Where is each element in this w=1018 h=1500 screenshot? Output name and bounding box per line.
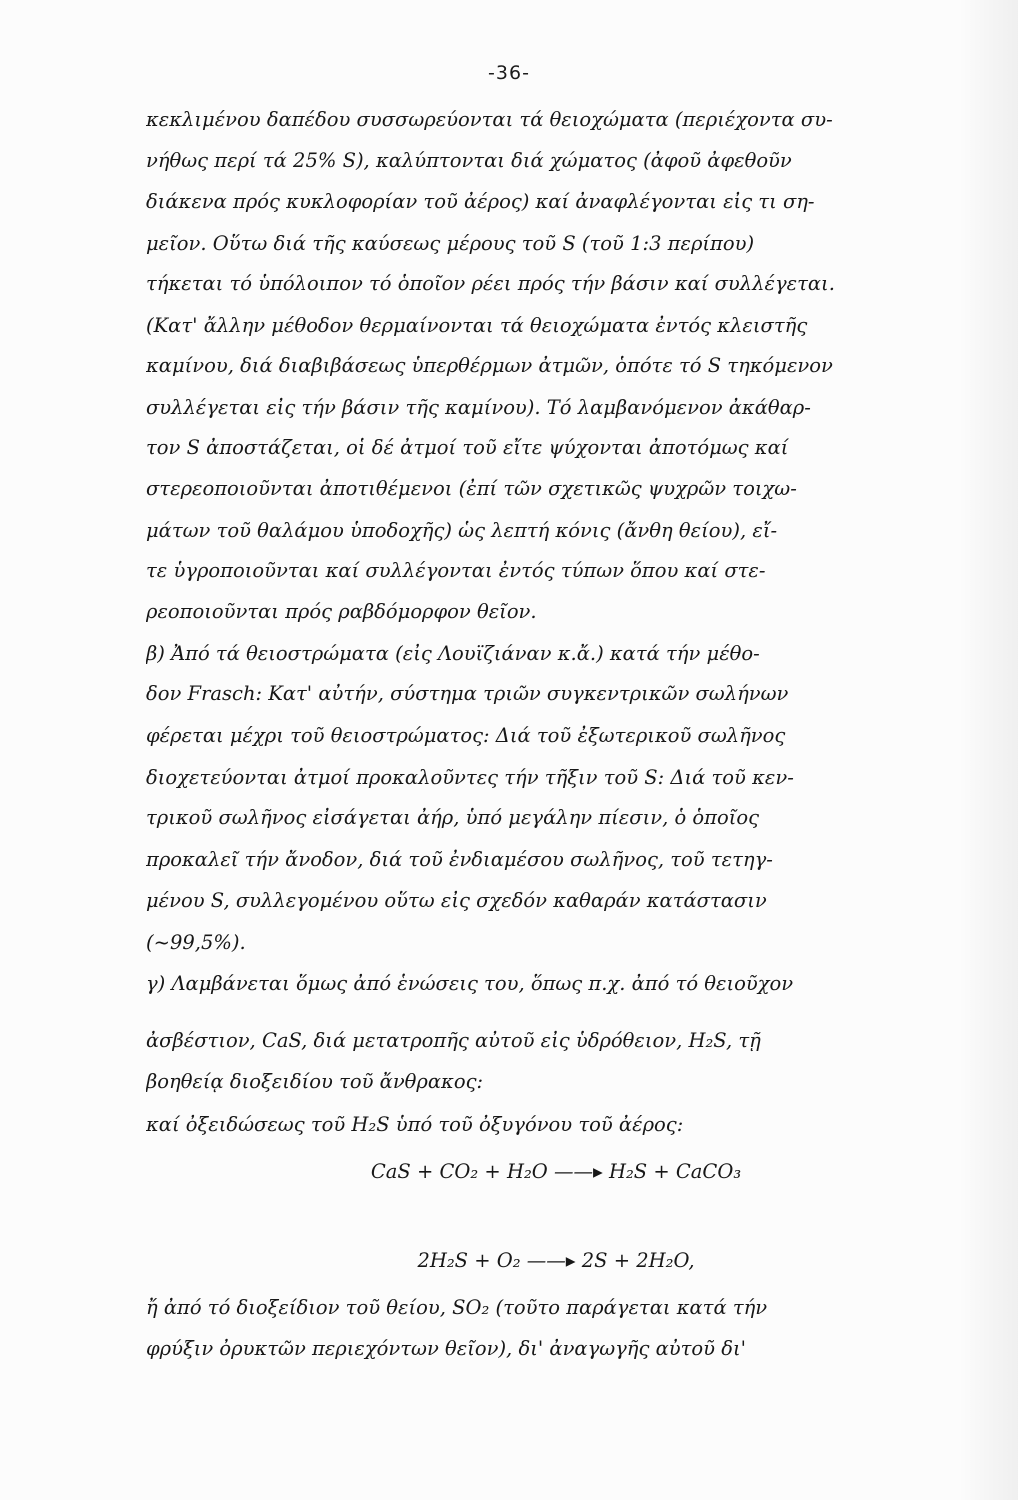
text-line: διάκενα πρός κυκλοφορίαν τοῦ ἀέρος) καί ἀναφλέγονται εἰς τι ση- [146,190,815,213]
text-line: μάτων τοῦ θαλάμου ὑποδοχῆς) ὡς λεπτή κόνις (ἄνθη θείου), εἴ- [146,519,778,542]
text-line: ἀσβέστιον, CaS, διά μετατροπῆς αὐτοῦ εἰς ὑδρόθειον, H₂S, τῇ [146,1029,761,1052]
text-line: καμίνου, διά διαβιβάσεως ὑπερθέρμων ἀτμῶν, ὁπότε τό S τηκόμενον [146,354,833,377]
chemical-equation: 2H₂S + O₂ ——▸ 2S + 2H₂O, [417,1249,695,1272]
text-line: βοηθείᾳ διοξειδίου τοῦ ἄνθρακος: [146,1070,484,1093]
text-line: προκαλεῖ τήν ἄνοδον, διά τοῦ ἐνδιαμέσου σωλῆνος, τοῦ τετηγ- [146,848,773,871]
text-line: ρεοποιοῦνται πρός ραβδόμορφον θεῖον. [146,600,537,623]
text-line: γ) Λαμβάνεται ὅμως ἀπό ἑνώσεις του, ὅπως π.χ. ἀπό τό θειοῦχον [146,972,794,995]
text-line: φέρεται μέχρι τοῦ θειοστρώματος: Διά τοῦ ἐξωτερικοῦ σωλῆνος [146,724,786,747]
text-line: καί ὀξειδώσεως τοῦ H₂S ὑπό τοῦ ὀξυγόνου τοῦ ἀέρος: [146,1113,684,1136]
text-line: τον S ἀποστάζεται, οἱ δέ ἀτμοί τοῦ εἴτε ψύχονται ἀποτόμως καί [146,436,789,459]
text-line: ἤ ἀπό τό διοξείδιον τοῦ θείου, SO₂ (τοῦτο παράγεται κατά τήν [146,1296,768,1319]
text-line: κεκλιμένου δαπέδου συσσωρεύονται τά θειοχώματα (περιέχοντα συ- [146,108,833,131]
text-line: δον Frasch: Κατ' αὐτήν, σύστημα τριῶν συγκεντρικῶν σωλήνων [146,682,789,705]
text-line: (Κατ' ἄλλην μέθοδον θερμαίνονται τά θειοχώματα ἐντός κλειστῆς [146,314,808,337]
text-line: συλλέγεται εἰς τήν βάσιν τῆς καμίνου). Τό λαμβανόμενον ἀκάθαρ- [146,396,811,419]
page-number: -36- [488,62,530,84]
text-line: (~99,5%). [146,931,246,954]
text-line: στερεοποιοῦνται ἀποτιθέμενοι (ἐπί τῶν σχετικῶς ψυχρῶν τοιχω- [146,477,797,500]
text-line: τήκεται τό ὑπόλοιπον τό ὁποῖον ρέει πρός τήν βάσιν καί συλλέγεται. [146,272,835,295]
text-line: φρύξιν ὀρυκτῶν περιεχόντων θεῖον), δι' ἀναγωγῆς αὐτοῦ δι' [146,1337,746,1360]
text-line: τρικοῦ σωλῆνος εἰσάγεται ἀήρ, ὑπό μεγάλην πίεσιν, ὁ ὁποῖος [146,806,760,829]
text-line: νήθως περί τά 25% S), καλύπτονται διά χώματος (ἀφοῦ ἀφεθοῦν [146,149,792,172]
text-line: τε ὑγροποιοῦνται καί συλλέγονται ἐντός τύπων ὅπου καί στε- [146,559,766,582]
text-line: διοχετεύονται ἀτμοί προκαλοῦντες τήν τῆξιν τοῦ S: Διά τοῦ κεν- [146,766,794,789]
text-line: μένου S, συλλεγομένου οὕτω εἰς σχεδόν καθαράν κατάστασιν [146,889,767,912]
text-line: μεῖον. Οὕτω διά τῆς καύσεως μέρους τοῦ S (τοῦ 1:3 περίπου) [146,232,755,255]
chemical-equation: CaS + CO₂ + H₂O ——▸ H₂S + CaCO₃ [370,1160,742,1183]
scan-edge-shadow [958,0,1018,1500]
text-line: β) Ἀπό τά θειοστρώματα (εἰς Λουϊζιάναν κ.ἄ.) κατά τήν μέθο- [146,642,760,665]
